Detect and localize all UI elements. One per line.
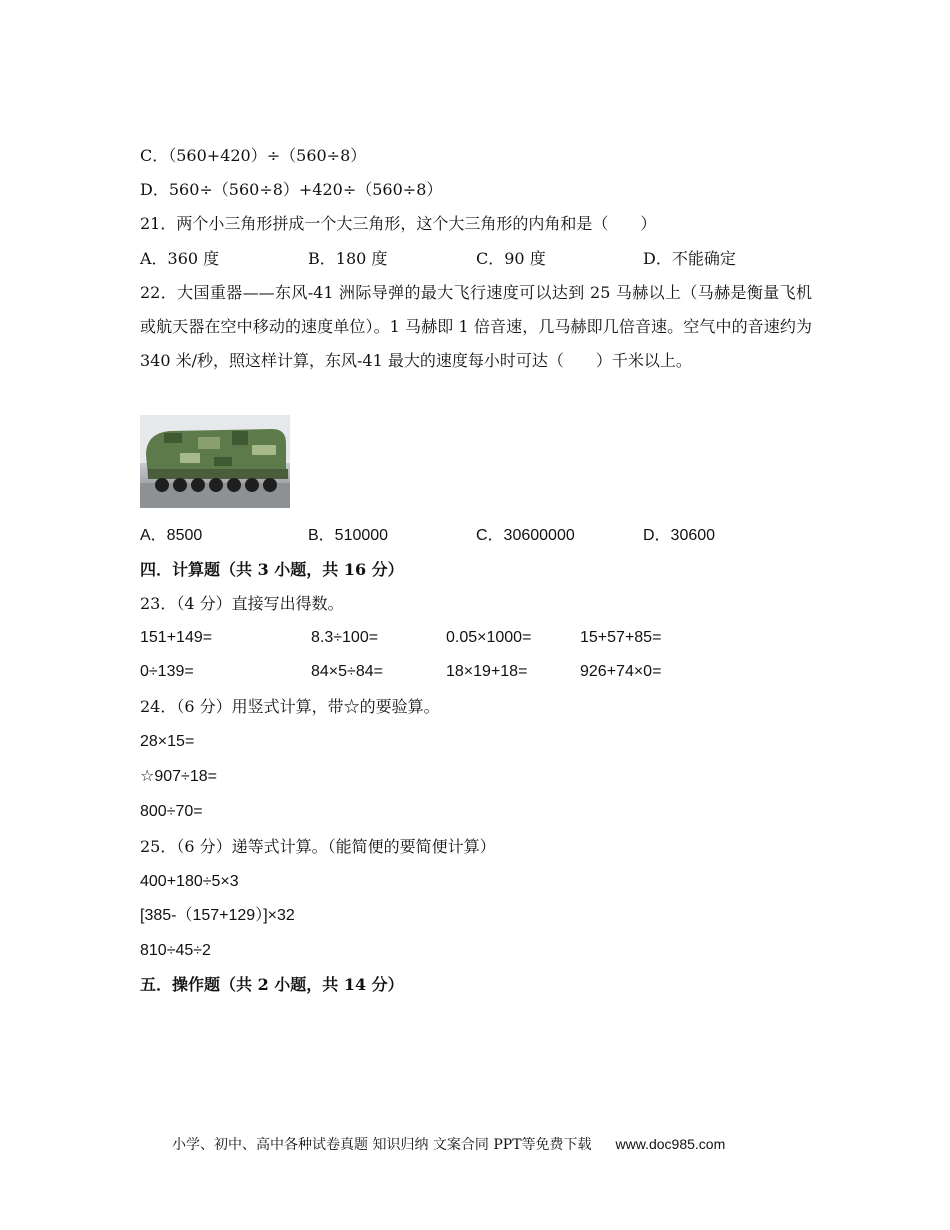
q21-option-b: B．180 度 xyxy=(308,249,388,268)
q21-stem: 21．两个小三角形拼成一个大三角形，这个大三角形的内角和是（ ） xyxy=(140,214,657,233)
q23-item: 926+74×0= xyxy=(580,663,662,680)
q24-item: 28×15= xyxy=(140,733,195,750)
q23-item: 151+149= xyxy=(140,629,213,646)
page-footer xyxy=(172,1134,725,1155)
section5-title: 五．操作题（共 2 小题，共 14 分） xyxy=(140,975,404,994)
q23-item: 0.05×1000= xyxy=(446,629,532,646)
q23-item: 8.3÷100= xyxy=(311,629,379,646)
q22-option-c: C．30600000 xyxy=(476,527,575,544)
q24-item: 800÷70= xyxy=(140,803,203,820)
q23-stem: 23．（4 分）直接写出得数。 xyxy=(140,594,344,613)
q21-option-d: D．不能确定 xyxy=(643,249,736,268)
missile-vehicle-photo xyxy=(140,415,290,508)
q22-option-a: A．8500 xyxy=(140,527,203,544)
q24-item: ☆907÷18= xyxy=(140,768,217,785)
q21-option-a: A．360 度 xyxy=(140,249,220,268)
q24-stem: 24．（6 分）用竖式计算，带☆的要验算。 xyxy=(140,697,440,716)
q23-item: 0÷139= xyxy=(140,663,194,680)
footer-text: 小学、初中、高中各种试卷真题 知识归纳 文案合同 PPT等免费下载 xyxy=(172,1137,592,1153)
q23-item: 18×19+18= xyxy=(446,663,528,680)
q23-item: 15+57+85= xyxy=(580,629,662,646)
section4-title: 四．计算题（共 3 小题，共 16 分） xyxy=(140,560,404,579)
q25-stem: 25．（6 分）递等式计算。（能简便的要简便计算） xyxy=(140,837,496,856)
missile-vehicle-icon xyxy=(140,415,290,508)
q25-item: 810÷45÷2 xyxy=(140,942,211,959)
q22-option-b: B．510000 xyxy=(308,527,389,544)
q21-option-c: C．90 度 xyxy=(476,249,546,268)
q20-option-d: D．560÷（560÷8）+420÷（560÷8） xyxy=(140,180,443,199)
q23-item: 84×5÷84= xyxy=(311,663,383,680)
q20-option-c: C．（560+420）÷（560÷8） xyxy=(140,146,367,165)
q25-item: 400+180÷5×3 xyxy=(140,873,239,890)
q25-item: [385-（157+129）]×32 xyxy=(140,907,295,924)
footer-url[interactable]: www.doc985.com xyxy=(615,1136,726,1152)
q22-option-d: D．30600 xyxy=(643,527,716,544)
q22-stem: 22．大国重器——东风-41 洲际导弹的最大飞行速度可以达到 25 马赫以上（马赫是衡量飞机或航天器在空中移动的速度单位）。1 马赫即 1 倍音速，几马赫即几倍音速。空气中的音速约为 340 米/秒，照这样计算，东风-41 最大的速度每小时可达（ ）千米以上。 xyxy=(140,283,812,370)
